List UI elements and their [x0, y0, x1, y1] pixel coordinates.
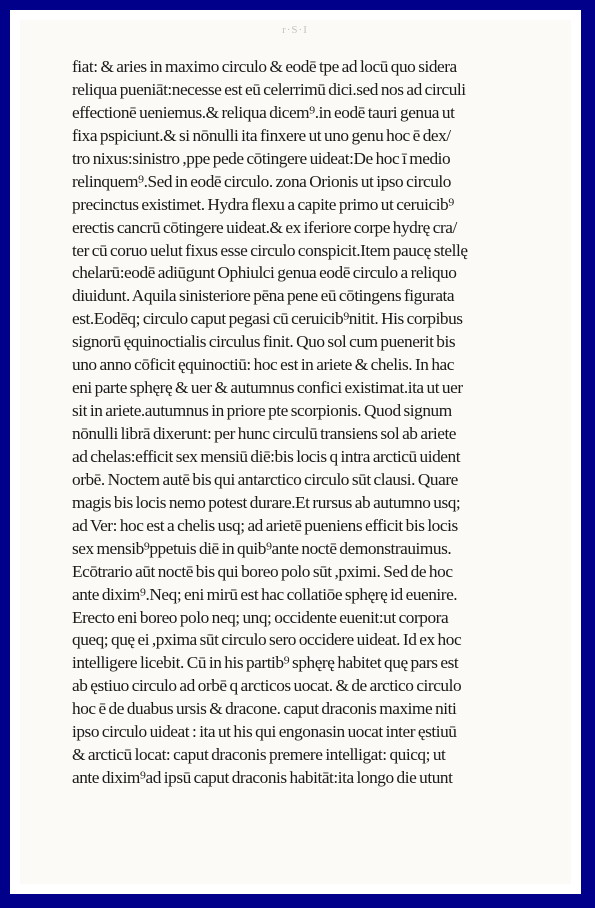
text-line: ipso circulo uideat : ita ut his qui engonasin uocat inter ęstiuū	[72, 722, 457, 742]
text-line: ad chelas:efficit sex mensiū diē:bis locis q intra arcticū uident	[72, 446, 461, 466]
text-line: signorū ęquinoctialis circulus finit. Quo sol cum puenerit bis	[72, 332, 456, 352]
text-line: fiat: & aries in maximo circulo & eodē tpe ad locū quo sidera	[72, 57, 457, 76]
text-line: uno anno cōficit ęquinoctiū: hoc est in ariete & chelis. In hac	[72, 355, 454, 375]
text-line: fixa pspiciunt.& si nōnulli ita finxere ut uno genu hoc ē dex/	[72, 125, 451, 145]
text-line: ad Ver: hoc est a chelis usq; ad arietē pueniens efficit bis locis	[72, 515, 458, 535]
text-line: magis bis locis nemo potest durare.Et rursus ab autumno usq;	[72, 492, 461, 512]
text-line: sit in ariete.autumnus in priore pte scorpionis. Quod signum	[72, 401, 452, 421]
text-line: intelligere licebit. Cū in his partib⁹ sphęrę habitet quę pars est	[72, 653, 459, 673]
text-line: diuidunt. Aquila sinisteriore pēna pene eū cōtingens figurata	[72, 286, 455, 306]
text-line: est.Eodēq; circulo caput pegasi cū ceruicib⁹nitit. His corpibus	[72, 309, 463, 329]
text-line: erectis cancrū cōtingere uideat.& ex iferiore corpe hydrę cra/	[72, 217, 457, 237]
text-line: chelarū:eodē adiūgunt Ophiulci genua eodē circulo a reliquo	[72, 263, 457, 283]
text-line: sex mensib⁹ppetuis diē in quib⁹ante noctē demonstrauimus.	[72, 538, 452, 558]
text-line: Ecōtrario aūt noctē bis qui boreo polo sūt ,pximi. Sed de hoc	[72, 561, 453, 581]
text-line: ante dixim⁹ad ipsū caput draconis habitāt:ita longo die utunt	[72, 768, 453, 788]
text-line: precinctus existimet. Hydra flexu a capite primo ut ceruicib⁹	[72, 194, 454, 214]
text-line: relinquem⁹.Sed in eodē circulo. zona Orionis ut ipso circulo	[72, 171, 451, 191]
book-page	[20, 20, 571, 884]
text-line: ante dixim⁹.Neq; eni mirū est hac collatiōe sphęrę id euenire.	[72, 584, 458, 604]
text-line: effectionē ueniemus.& reliqua dicem⁹.in eodē tauri genua ut	[72, 102, 455, 122]
text-line: ab ęstiuo circulo ad orbē q arcticos uocat. & de arctico circulo	[72, 676, 462, 696]
text-line: & arcticū locat: caput draconis premere intelligat: quicq; ut	[72, 745, 446, 765]
text-line: nōnulli librā dixerunt: per hunc circulū transiens sol ab ariete	[72, 424, 457, 443]
text-line: reliqua pueniāt:necesse est eū celerrimū dici.sed nos ad circuli	[72, 79, 466, 99]
text-line: queq; quę ei ,pxima sūt circulo sero occidere uideat. Id ex hoc	[72, 630, 462, 650]
text-block	[72, 56, 552, 790]
folio-mark: r·S·I	[282, 24, 308, 36]
page-frame	[10, 10, 581, 894]
text-line: hoc ē de duabus ursis & dracone. caput draconis maxime niti	[72, 699, 457, 719]
text-line: ter cū coruo uelut fixus esse circulo conspicit.Item paucę stellę	[72, 240, 468, 260]
text-line: tro nixus:sinistro ,ppe pede cōtingere uideat:De hoc ī medio	[72, 148, 451, 168]
text-line: orbē. Noctem autē bis qui antarctico circulo sūt clausi. Quare	[72, 469, 458, 489]
text-line: Erecto eni boreo polo neq; unq; occidente euenit:ut corpora	[72, 607, 449, 627]
text-line: eni parte sphęrę & uer & autumnus confici existimat.ita ut uer	[72, 378, 463, 398]
